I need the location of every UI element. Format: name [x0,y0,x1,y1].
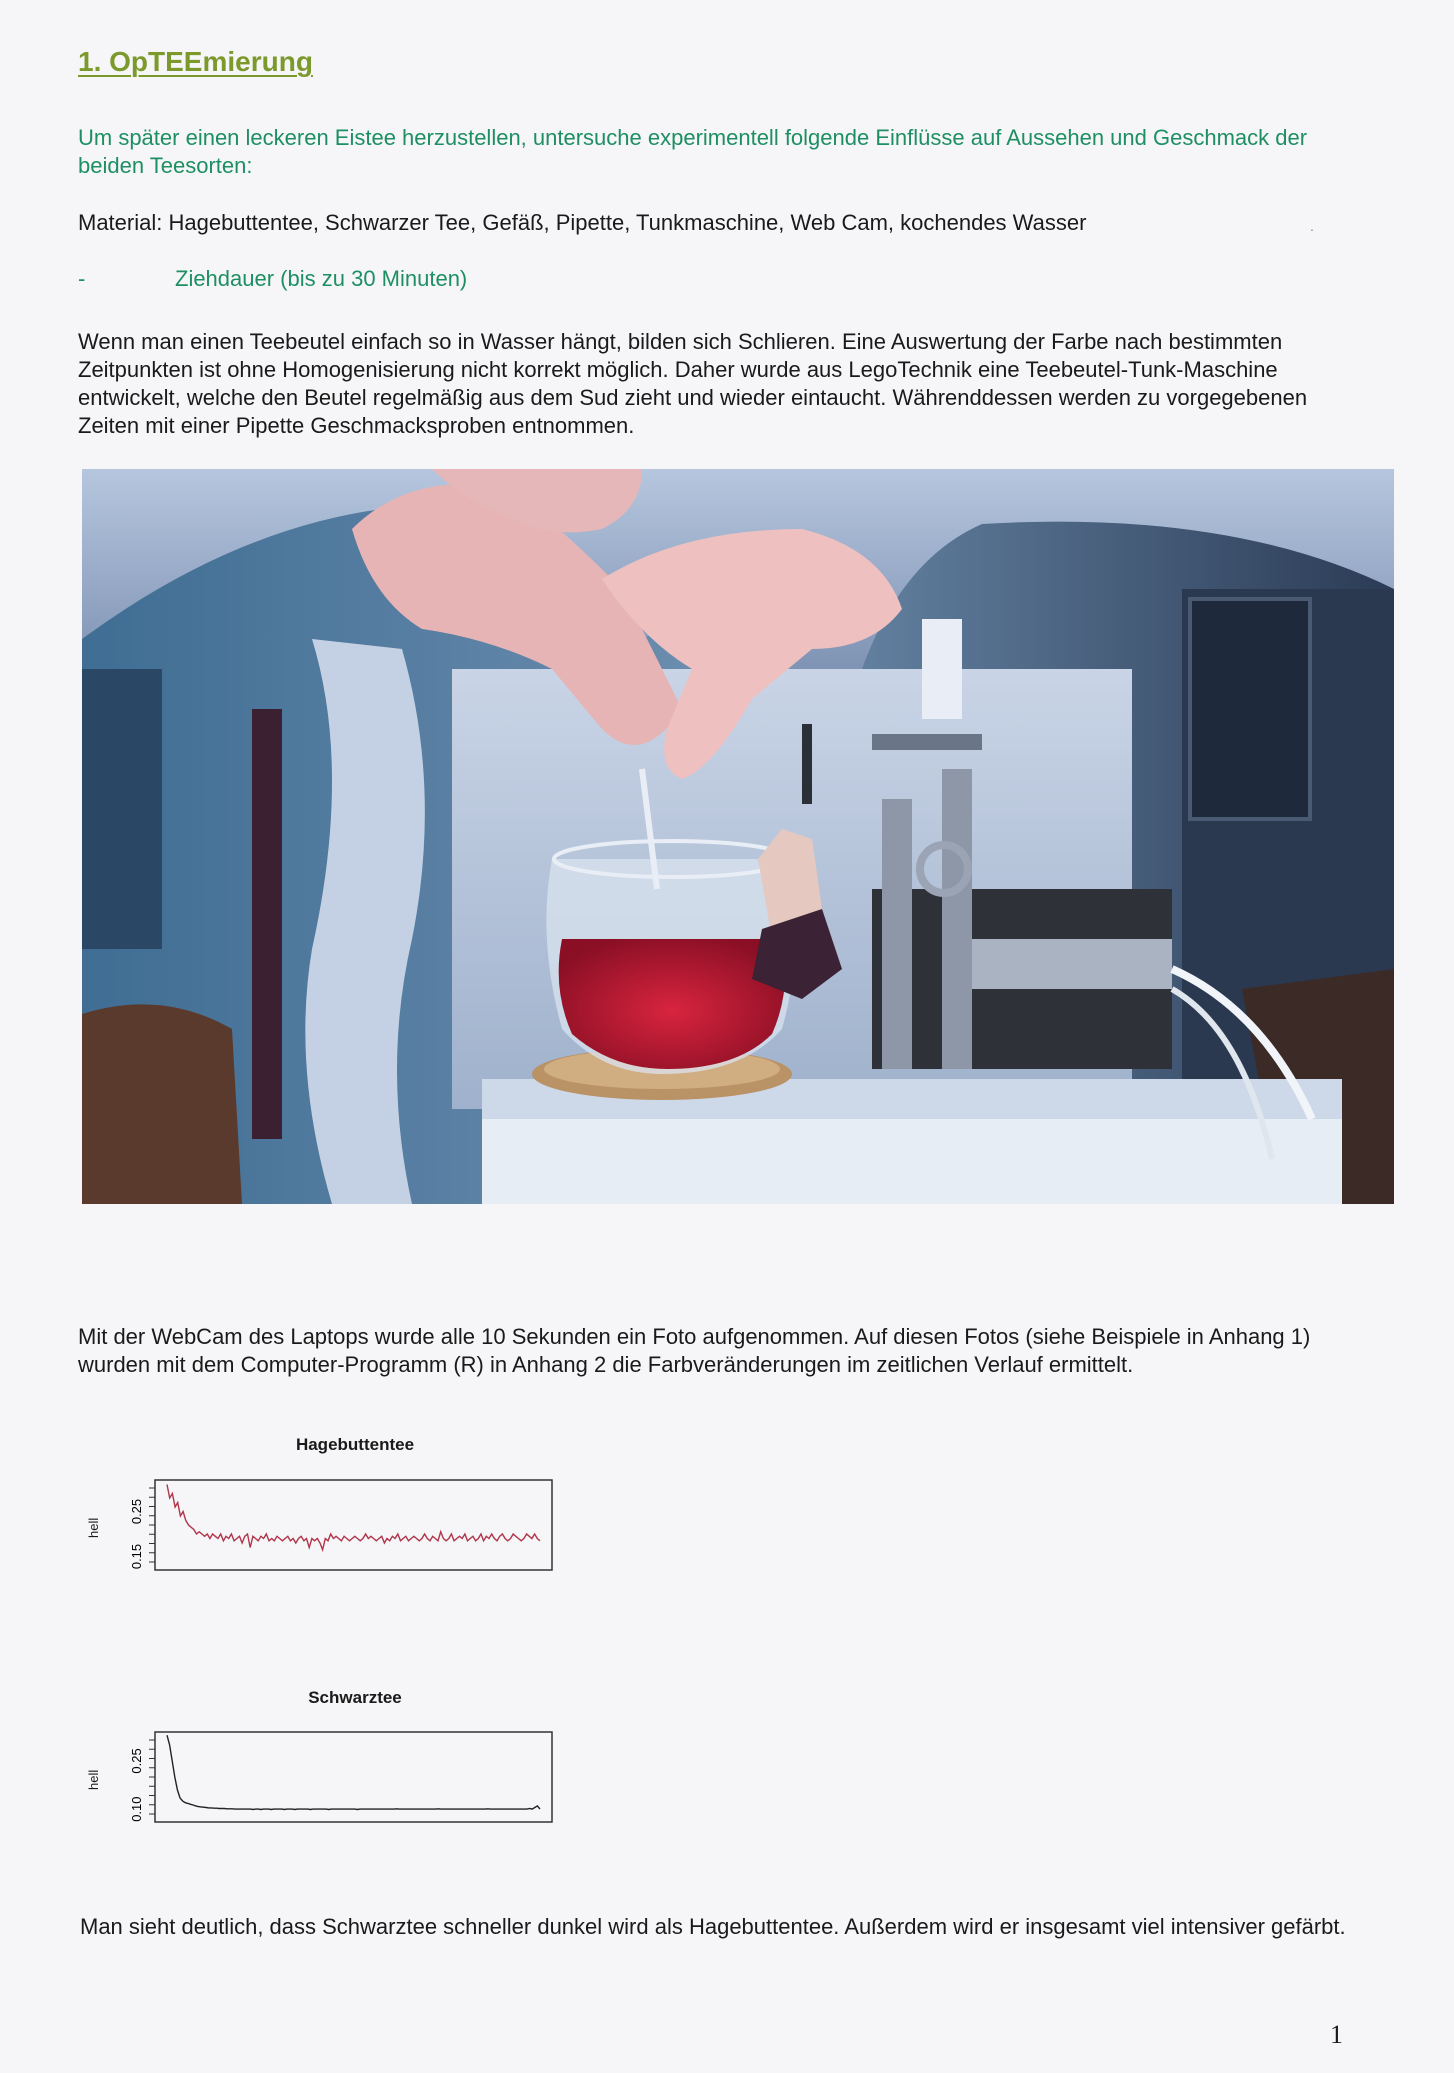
margin-mark: . [1310,218,1314,234]
paragraph-webcam: Mit der WebCam des Laptops wurde alle 10 Sekunden ein Foto aufgenommen. Auf diesen Fotos (siehe Beispiele in Anhang 1) wurden mit dem Computer-Programm (R) in Anhang 2 die Farbveränderungen im zeitlichen Verlauf ermittelt. [78,1324,1311,1377]
chart-title-hagebuttentee: Hagebuttentee [295,1435,415,1454]
experiment-photo-illustration [82,469,1394,1204]
paragraph-conclusion: Man sieht deutlich, dass Schwarztee schneller dunkel wird als Hagebuttentee. Außerdem wird er insgesamt viel intensiver gefärbt. [80,1914,1346,1939]
paragraph-method: Wenn man einen Teebeutel einfach so in Wasser hängt, bilden sich Schlieren. Eine Auswertung der Farbe nach bestimmten Zeitpunkten ist ohne Homogenisierung nicht korrekt möglich. Daher wurde aus LegoTechnik eine Teebeutel-Tunk-Maschine entwickelt, welche den Beutel regelmäßig aus dem Sud zieht und wieder eintaucht. Währenddessen werden zu vorgegebenen Zeiten mit einer Pipette Geschmacksproben entnommen. [78,329,1308,438]
bullet-dash: - [78,266,86,291]
bullet-ziehdauer: Ziehdauer (bis zu 30 Minuten) [175,266,468,291]
intro-text: Um später einen leckeren Eistee herzustellen, untersuche experimentell folgende Einflüsse auf Aussehen und Geschmack der beiden Teesorten: [78,125,1308,178]
experiment-photo [82,469,1394,1204]
material-list: Material: Hagebuttentee, Schwarzer Tee, Gefäß, Pipette, Tunkmaschine, Web Cam, kochendes Wasser [78,210,1087,235]
chart-hagebuttentee [112,1470,562,1600]
y-tick-label: 0.25 [129,1498,144,1525]
chart-schwarztee [112,1722,562,1852]
page-number: 1 [1330,2020,1343,2049]
series-line [167,1735,540,1809]
chart-ylabel-hagebuttentee: hell [86,1517,101,1538]
chart-frame [155,1480,552,1570]
y-tick-label: 0.25 [129,1748,144,1774]
chart-ylabel-schwarztee: hell [86,1769,101,1790]
chart-title-schwarztee: Schwarztee [308,1688,402,1707]
page-title: 1. OpTEEmierung [78,46,313,77]
y-tick-label: 0.15 [129,1543,144,1570]
series-line [167,1485,540,1550]
y-tick-label: 0.10 [129,1796,144,1822]
